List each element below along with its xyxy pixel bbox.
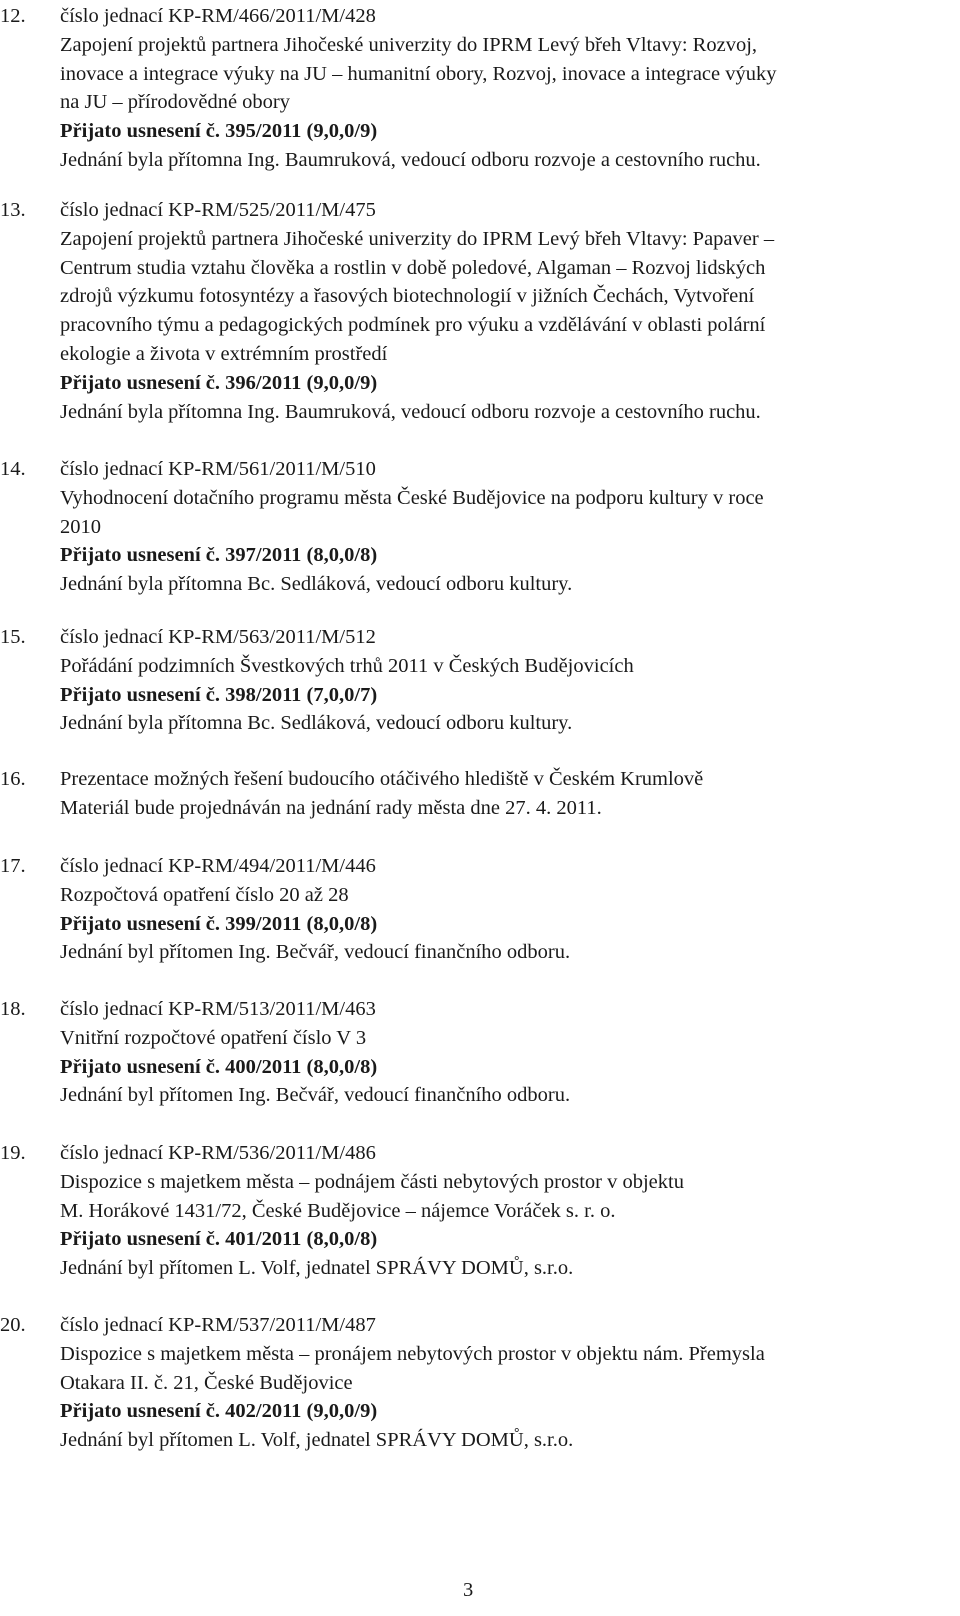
resolution-line: Přijato usnesení č. 402/2011 (9,0,0/9) — [60, 1400, 378, 1423]
item-title-line: Dispozice s majetkem města – pronájem nebytových prostor v objektu nám. Přemysla — [60, 1342, 765, 1365]
item-title-line: 2010 — [60, 515, 101, 538]
attendance-line: Jednání byla přítomna Bc. Sedláková, vedoucí odboru kultury. — [60, 712, 573, 735]
item-number: 12. — [0, 5, 26, 27]
item-title-line: inovace a integrace výuky na JU – humanitní obory, Rozvoj, inovace a integrace výuky — [60, 62, 777, 85]
item-title-line: Centrum studia vztahu člověka a rostlin v době poledové, Algaman – Rozvoj lidských — [60, 256, 766, 279]
item-title-line: Pořádání podzimních Švestkových trhů 2011 v Českých Budějovicích — [60, 654, 634, 677]
reference-number: číslo jednací KP-RM/494/2011/M/446 — [60, 855, 376, 877]
resolution-line: Přijato usnesení č. 398/2011 (7,0,0/7) — [60, 683, 378, 706]
item-number: 20. — [0, 1314, 26, 1336]
item-title-line: Zapojení projektů partnera Jihočeské univerzity do IPRM Levý břeh Vltavy: Papaver – — [60, 227, 775, 250]
item-body — [60, 196, 950, 426]
reference-number: číslo jednací KP-RM/525/2011/M/475 — [60, 199, 376, 221]
item-body — [60, 455, 950, 599]
resolution-line: Přijato usnesení č. 397/2011 (8,0,0/8) — [60, 544, 378, 567]
item-title-line: M. Horákové 1431/72, České Budějovice – nájemce Voráček s. r. o. — [60, 1199, 616, 1222]
item-body — [60, 765, 950, 823]
item-title-line: Otakara II. č. 21, České Budějovice — [60, 1371, 353, 1394]
resolution-line: Přijato usnesení č. 399/2011 (8,0,0/8) — [60, 912, 378, 935]
item-number: 16. — [0, 768, 26, 790]
reference-number: číslo jednací KP-RM/466/2011/M/428 — [60, 5, 376, 27]
resolution-line: Přijato usnesení č. 395/2011 (9,0,0/9) — [60, 120, 378, 143]
attendance-line: Jednání byl přítomen L. Volf, jednatel SPRÁVY DOMŮ, s.r.o. — [60, 1257, 574, 1280]
item-body — [60, 1139, 950, 1283]
item-body — [60, 852, 950, 967]
resolution-line: Přijato usnesení č. 396/2011 (9,0,0/9) — [60, 371, 378, 394]
item-title-line: pracovního týmu a pedagogických podmínek pro výuku a vzdělávání v oblasti polární — [60, 314, 766, 337]
attendance-line: Jednání byl přítomen L. Volf, jednatel SPRÁVY DOMŮ, s.r.o. — [60, 1429, 574, 1452]
reference-number: číslo jednací KP-RM/537/2011/M/487 — [60, 1314, 376, 1336]
item-number: 15. — [0, 626, 26, 648]
item-title-line: Zapojení projektů partnera Jihočeské univerzity do IPRM Levý břeh Vltavy: Rozvoj, — [60, 33, 758, 56]
attendance-line: Jednání byla přítomna Ing. Baumruková, vedoucí odboru rozvoje a cestovního ruchu. — [60, 148, 761, 171]
item-body — [60, 995, 950, 1110]
item-title-line: Vnitřní rozpočtové opatření číslo V 3 — [60, 1026, 367, 1049]
item-title-line: Prezentace možných řešení budoucího otáčivého hlediště v Českém Krumlově — [60, 768, 704, 790]
reference-number: číslo jednací KP-RM/563/2011/M/512 — [60, 626, 376, 648]
reference-number: číslo jednací KP-RM/513/2011/M/463 — [60, 998, 376, 1020]
item-body — [60, 1311, 950, 1455]
reference-number: číslo jednací KP-RM/536/2011/M/486 — [60, 1142, 376, 1164]
item-title-line: zdrojů výzkumu fotosyntézy a řasových biotechnologií v jižních Čechách, Vytvoření — [60, 285, 755, 308]
reference-number: číslo jednací KP-RM/561/2011/M/510 — [60, 458, 376, 480]
item-number: 17. — [0, 855, 26, 877]
attendance-line: Jednání byla přítomna Bc. Sedláková, vedoucí odboru kultury. — [60, 573, 573, 596]
attendance-line: Jednání byl přítomen Ing. Bečvář, vedoucí finančního odboru. — [60, 1084, 571, 1107]
page-number: 3 — [463, 1579, 474, 1601]
item-title-line: Vyhodnocení dotačního programu města České Budějovice na podporu kultury v roce — [60, 486, 764, 509]
item-title-line: Rozpočtová opatření číslo 20 až 28 — [60, 883, 349, 906]
resolution-line: Přijato usnesení č. 401/2011 (8,0,0/8) — [60, 1228, 378, 1251]
item-note-line: Materiál bude projednáván na jednání rady města dne 27. 4. 2011. — [60, 796, 602, 819]
item-number: 13. — [0, 199, 26, 221]
item-number: 19. — [0, 1142, 26, 1164]
item-title-line: Dispozice s majetkem města – podnájem části nebytových prostor v objektu — [60, 1170, 684, 1193]
item-number: 18. — [0, 998, 26, 1020]
item-number: 14. — [0, 458, 26, 480]
item-title-line: ekologie a života v extrémním prostředí — [60, 342, 388, 365]
resolution-line: Přijato usnesení č. 400/2011 (8,0,0/8) — [60, 1055, 378, 1078]
item-title-line: na JU – přírodovědné obory — [60, 91, 291, 114]
attendance-line: Jednání byla přítomna Ing. Baumruková, vedoucí odboru rozvoje a cestovního ruchu. — [60, 400, 761, 423]
item-body — [60, 623, 950, 738]
item-body — [60, 2, 950, 175]
attendance-line: Jednání byl přítomen Ing. Bečvář, vedoucí finančního odboru. — [60, 941, 571, 964]
